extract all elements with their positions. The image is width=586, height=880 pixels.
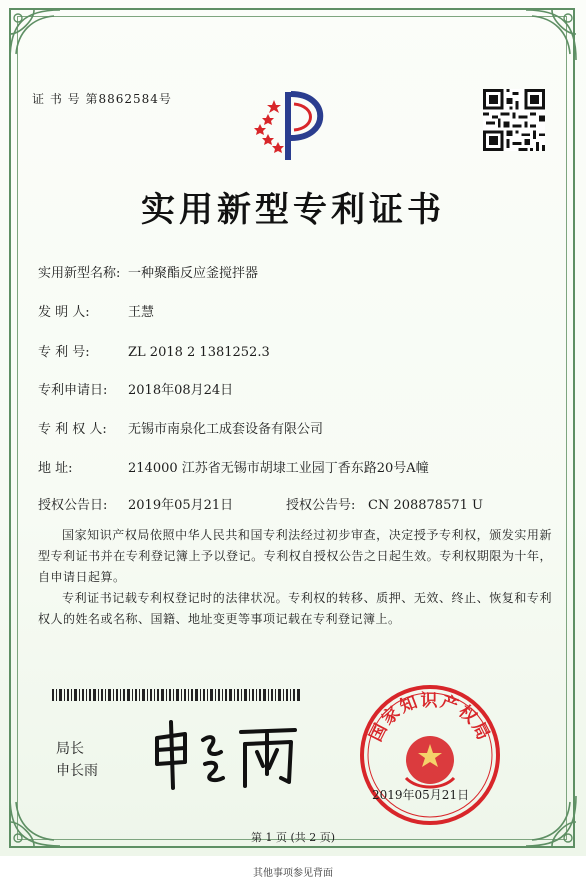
field-value: ZL 2018 2 1381252.3 [128,345,270,360]
certificate-number: 证 书 号 第8862584号 [32,92,172,106]
field-patentee [38,418,323,437]
seal-text: 国家知识产权局 [366,690,494,745]
announcement-no-label: 授权公告号: [286,498,356,513]
corner-ornament-top-left [4,4,66,66]
field-value: 一种聚酯反应釜搅拌器 [128,266,259,281]
field-announcement [38,494,483,513]
seal-date: 2019年05月21日 [372,788,470,802]
field-patent-number [38,341,270,360]
field-utility-model-name [38,262,258,281]
field-label: 地 址: [38,461,73,476]
field-label: 发 明 人: [38,305,90,320]
certificate-title: 实用新型专利证书 [141,190,445,230]
field-value: 2018年08月24日 [128,383,234,398]
announcement-date-label: 授权公告日: [38,498,108,513]
footer-note: 其他事项参见背面 [253,868,333,879]
field-label: 专利申请日: [38,383,108,398]
field-label: 专 利 号: [38,345,90,360]
field-label: 实用新型名称: [38,266,121,281]
qr-code-icon [483,89,545,151]
paragraph-grant-notice: 国家知识产权局依照中华人民共和国专利法经过初步审查，决定授予专利权，颁发实用新型专利证书并在专利登记簿上予以登记。专利权自授权公告之日起生效。专利权期限为十年，自申请日起算。 [38,528,552,584]
signatory-name: 申长雨 [56,763,98,779]
field-application-date [38,379,233,398]
announcement-date-value: 2019年05月21日 [128,498,234,513]
field-value: 214000 江苏省无锡市胡埭工业园丁香东路20号A幢 [128,461,429,476]
field-address [38,457,429,476]
corner-ornament-top-right [520,4,582,66]
field-value: 王慧 [128,305,155,320]
paragraph-legal-status: 专利证书记载专利权登记时的法律状况。专利权的转移、质押、无效、终止、恢复和专利权人的姓名或名称、国籍、地址变更等事项记载在专利登记簿上。 [38,591,552,626]
announcement-no-value: CN 208878571 U [368,498,483,513]
field-value: 无锡市南泉化工成套设备有限公司 [128,422,324,437]
field-inventor [38,301,154,320]
page-number: 第 1 页 (共 2 页) [250,831,336,844]
field-label: 专 利 权 人: [38,422,107,437]
cnipa-emblem-icon [238,86,338,166]
signatory-title: 局长 [56,741,84,757]
barcode-icon [52,686,302,698]
official-seal-icon [357,682,503,828]
signature-icon [145,716,305,796]
